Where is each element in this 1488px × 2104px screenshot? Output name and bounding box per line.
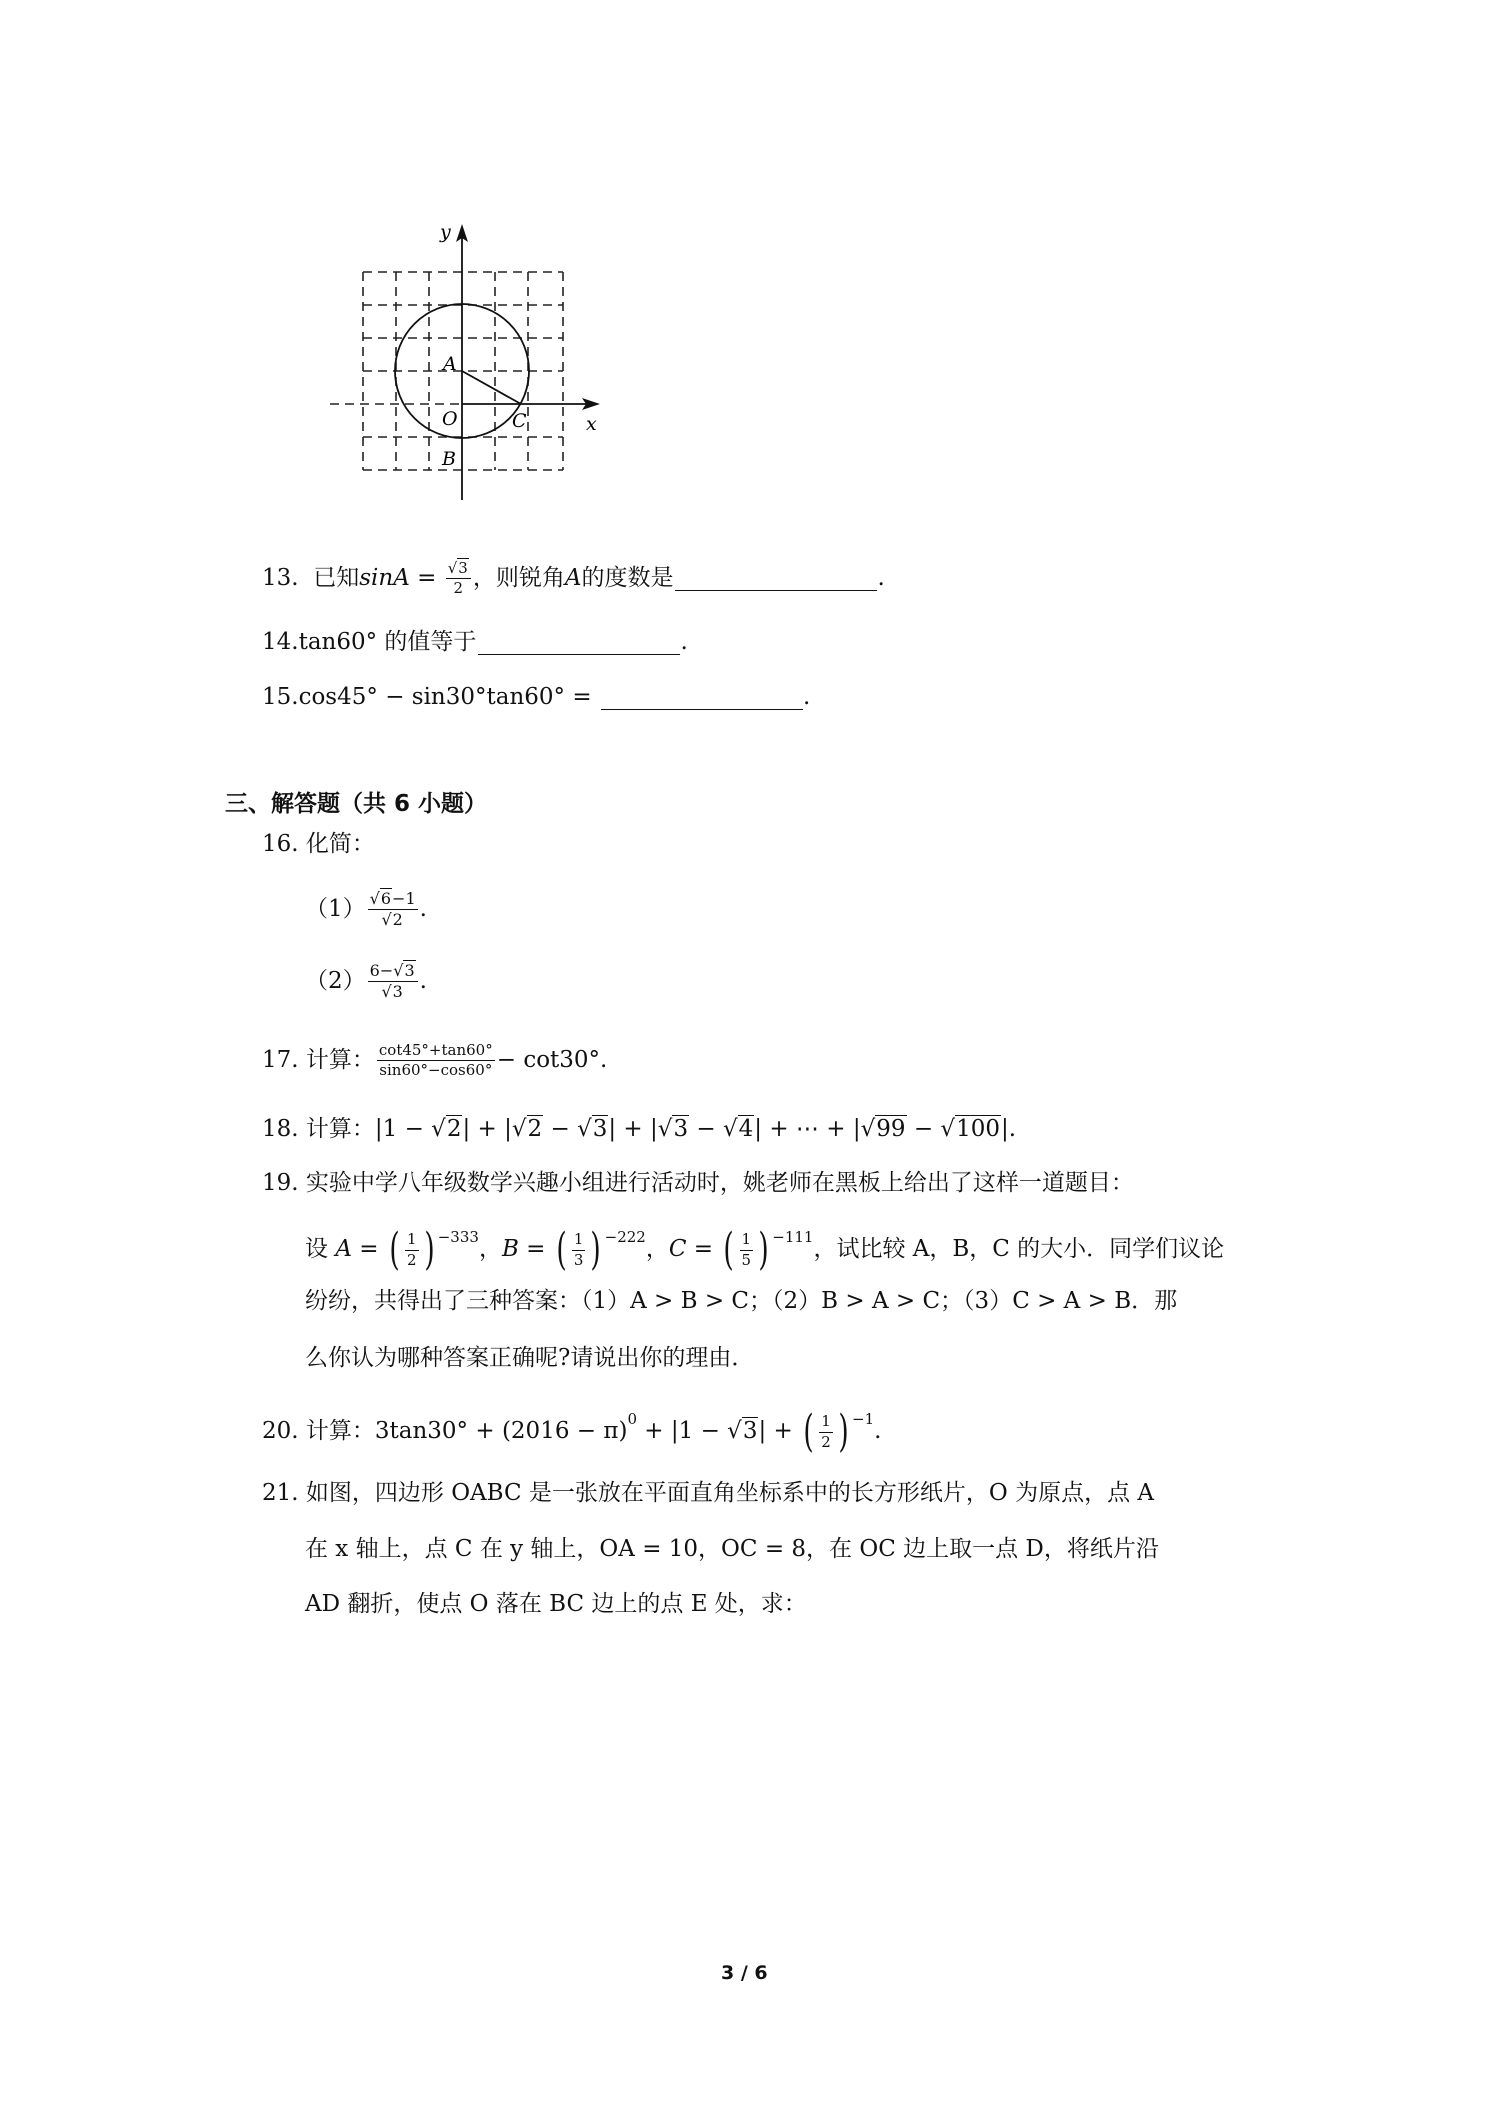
question-19-line-3: 纷纷，共得出了三种答案：（1）A > B > C；（2）B > A > C；（3）C > A > B．那 xyxy=(305,1288,1178,1314)
section-heading: 三、解答题（共 6 小题） xyxy=(225,791,488,817)
question-21-line-2: 在 x 轴上，点 C 在 y 轴上，OA = 10，OC = 8，在 OC 边上取一点 D，将纸片沿 xyxy=(305,1536,1159,1562)
question-19-line-2: 设 A = ( $\frac{1}{2}$ ) $^{-333}$，B = ( $\frac{1}{3}$ ) $^{-222}$，C = ( $\frac{1}{5}$ ) $^{-111}$，试比较 A，B，C 的大小．同学们议论 xyxy=(305,1224,1225,1275)
question-17: 17. 计算： $\frac{\cot 45^\circ+\tan 60^\circ}{\sin 60^\circ-\cos 60^\circ}$ − cot30°. xyxy=(262,1041,608,1080)
y-axis-label: y xyxy=(440,221,451,243)
question-20: 20. 计算：$3\tan 30^\circ + (2016 - \pi)^0 + |1 - √3|$ + ( $\frac{1}{2}$ ) $^{-1}$. xyxy=(262,1406,882,1457)
question-21-line-3: AD 翻折，使点 O 落在 BC 边上的点 E 处，求： xyxy=(305,1591,807,1617)
radius-segment xyxy=(462,371,521,404)
question-15: 15.cos45° − sin30°tan60° = . xyxy=(262,684,811,710)
point-a-label: A xyxy=(443,353,457,375)
answer-blank[interactable] xyxy=(601,685,803,710)
question-16-part-2: （2） $\frac{6-√3}{√3}$ . xyxy=(305,961,427,1002)
question-21-line-1: 21. 如图，四边形 OABC 是一张放在平面直角坐标系中的长方形纸片，O 为原点，点 A xyxy=(262,1480,1154,1506)
question-19-line-1: 19. 实验中学八年级数学兴趣小组进行活动时，姚老师在黑板上给出了这样一道题目： xyxy=(262,1170,1134,1196)
point-o-label: O xyxy=(442,408,458,430)
page-number: 3 / 6 xyxy=(721,1962,768,1984)
point-b-label: B xyxy=(442,448,456,470)
question-16: 16. 化简： xyxy=(262,831,375,857)
x-axis-label: x xyxy=(586,413,597,435)
question-16-part-1: （1） $\frac{√6-1}{√2}$ . xyxy=(305,889,427,930)
answer-blank[interactable] xyxy=(675,566,877,591)
fraction: $\frac{√3}{2}$ xyxy=(446,560,471,598)
question-19-line-4: 么你认为哪种答案正确呢?请说出你的理由． xyxy=(305,1345,755,1371)
point-c-label: C xyxy=(512,410,527,432)
question-18: 18. 计算：|1 − √2| + |√2 − √3| + |√3 − √4| + ⋯ + |√99 − √100|. xyxy=(262,1116,1017,1142)
question-14: 14.tan60° 的值等于 . xyxy=(262,629,688,655)
coordinate-figure xyxy=(320,220,620,500)
question-13: 13. 已知sinA = $\frac{√3}{2}$ ，则锐角A的度数是 . xyxy=(262,559,885,598)
answer-blank[interactable] xyxy=(478,630,680,655)
